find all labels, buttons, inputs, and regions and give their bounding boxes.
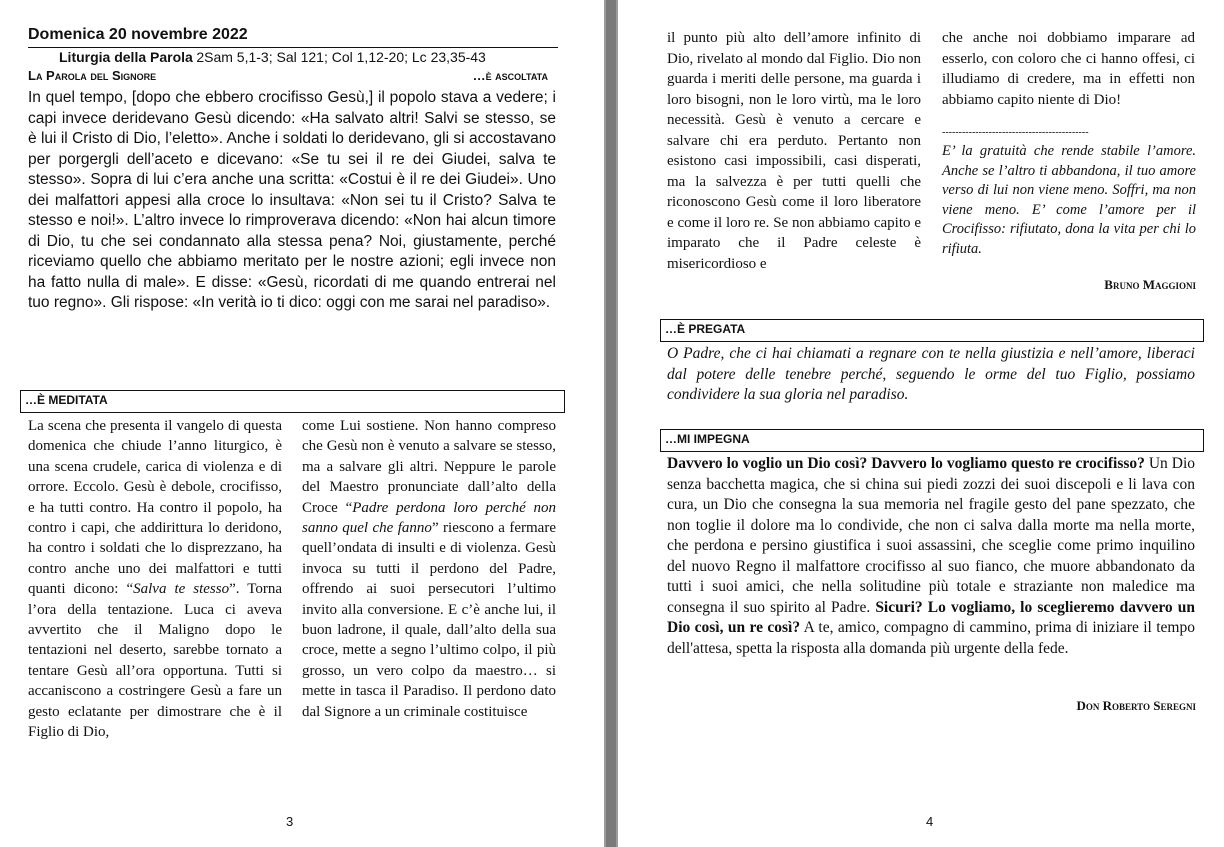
meditata-header — [20, 390, 565, 413]
gospel-text: In quel tempo, [dopo che ebbero crocifisso Gesù,] il popolo stava a vedere; i capi invece deridevano Gesù dicendo: «Ha salvato altri! Salvi se stesso, se è lui il Cristo di Dio, l’eletto». Anche i soldati lo deridevano, gli si accostavano per porgergli dell’aceto e dicevano: «Se tu sei il re dei Giudei, salva te stesso». Sopra di lui c’era anche una scritta: «Costui è il re dei Giudei». Uno dei malfattori appesi alla croce lo insultava: «Non sei tu il Cristo? Salva te stesso e noi!». L’altro invece lo rimproverava dicendo: «Non hai alcun timore di Dio, tu che sei condannato alla stessa pena? Noi, giustamente, perché riceviamo quello che abbiamo meritato per le nostre azioni; egli invece non ha fatto nulla di male». E disse: «Gesù, ricordati di me quando entrerai nel tuo regno». Gli rispose: «In verità io ti dico: oggi con me sarai nel paradiso». — [28, 89, 556, 311]
page-3 — [0, 0, 604, 847]
impegna-header — [660, 429, 1204, 452]
impegna-author: Don Roberto Seregni — [1076, 698, 1196, 713]
section-row — [28, 68, 548, 83]
liturgy-refs: 2Sam 5,1-3; Sal 121; Col 1,12-20; Lc 23,35-43 — [196, 49, 486, 65]
page-number-3: 3 — [286, 814, 294, 829]
impegna-bold-2: Sicuri? Lo vogliamo, lo sceglieremo davvero un Dio così, un re così? — [667, 598, 1196, 636]
meditata-col-1 — [28, 416, 282, 743]
section-title-ascoltata: …è ascoltata — [472, 68, 548, 83]
meditata-col1-text-a: La scena che presenta il vangelo di questa domenica che chiude l’anno liturgico, è una scena crudele, carica di violenza e di orrore. Eccolo. Gesù è debole, crocifisso, e ha tutti contro. Ha contro il popolo, ha contro i capi, che addirittura lo deridono, ha contro i soldati che lo disprezzano, ha contro anche uno dei malfattori e tutti quanti dicono: “ — [28, 418, 282, 598]
page-number-4: 4 — [926, 814, 934, 829]
liturgy-line — [28, 47, 558, 67]
section-title-parola: La Parola del Signore — [28, 68, 157, 83]
p4-col-1: il punto più alto dell’amore infinito di Dio, rivelato al mondo dal Figlio. Dio non guarda i meriti delle persone, ma guarda i loro bisogni, non le loro virtù, ma le loro necessità. Gesù è venuto a cercare e salvare chi era perduto. Pertanto non esistono casi impossibili, casi disperati, ma la salvezza è per tutti quelli che riconoscono Gesù come il loro liberatore e come il loro re. Se non abbiamo capito e imparato che il Padre celeste è misericordioso e — [667, 30, 921, 272]
impegna-text-2: A te, amico, compagno di cammino, prima di iniziare il tempo dell'attesa, spetta la risposta alla domanda più urgente della fede. — [667, 619, 1195, 657]
meditata-col2-quote: Padre perdona loro perché non sanno quel che fanno — [302, 499, 556, 537]
meditata-col2-text-a: come Lui sostiene. Non hanno compreso che Gesù non è venuto a salvare se stesso, ma a salvare gli altri. Neppure le parole del Maestro pronunciate dall’alto della Croce “ — [302, 418, 556, 516]
page-4 — [618, 0, 1224, 847]
impegna-text — [667, 454, 1195, 659]
maggioni-quote: E’ la gratuità che rende stabile l’amore. Anche se l’altro ti abbandona, il tuo amore verso di lui non viene meno. Soffri, ma non viene meno. E’ come l’amore per il Crocifisso: rifiutato, dona la vita per chi lo rifiuta. — [942, 143, 1196, 257]
meditata-col-2 — [302, 416, 556, 722]
p4-col-2: che anche noi dobbiamo imparare ad esserlo, con coloro che ci hanno offesi, ci illudiamo di credere, ma in effetti non abbiamo capito niente di Dio! — [942, 30, 1195, 108]
pregata-header-label: …È PREGATA — [665, 322, 746, 336]
meditata-header-label: …È MEDITATA — [25, 393, 108, 407]
page-gutter — [604, 0, 618, 847]
quote-author: Bruno Maggioni — [1104, 277, 1196, 292]
date-title: Domenica 20 novembre 2022 — [28, 26, 248, 43]
impegna-bold-1: Davvero lo voglio un Dio così? Davvero lo vogliamo questo re crocifisso? — [667, 455, 1145, 472]
quote-divider: -------------------------------------------- — [942, 128, 1089, 138]
meditata-col1-quote: Salva te stesso — [133, 581, 230, 598]
meditata-col1-text-b: ”. Torna l’ora della tentazione. Luca ci aveva avvertito che il Maligno dopo le tentazioni nel deserto, sarebbe tornato a tentare Gesù all’ora opportuna. Tutti si accaniscono a costringere Gesù a fare un gesto eclatante per dimostrare che è il Figlio di Dio, — [28, 581, 282, 741]
meditata-col2-text-b: ” riescono a fermare quell’ondata di insulti e di violenza. Gesù invoca su tutti il perdono del Padre, offrendo ai suoi persecutori l’ultimo invito alla conversione. E c’è anche lui, il buon ladrone, il quale, dall’alto della sua croce, mette a segno l’ultimo colpo, il più grosso, un vero colpo da maestro… si mette in tasca il Paradiso. Il perdono dato dal Signore a un criminale costituisce — [302, 520, 556, 720]
liturgy-label: Liturgia della Parola — [59, 49, 193, 65]
pregata-header — [660, 319, 1204, 342]
impegna-text-1: Un Dio senza bacchetta magica, che si china sui piedi zozzi dei suoi discepoli e li lava con cura, un Dio che consegna la sua memoria nel fragile gesto del pane spezzato, che non toglie il dolore ma lo condivide, che non ci salva dalla morte ma nella morte, che perdona e persino giustifica i suoi assassini, che sceglie come primo inquilino del nuovo Regno il malfattore crocifisso al suo fianco, che muore abbandonato da tutti i suoi amici, che nella solitudine più totale e straziante non maledice ma consegna il suo spirito al Padre. — [667, 455, 1196, 616]
impegna-header-label: …MI IMPEGNA — [665, 432, 750, 446]
prayer-text: O Padre, che ci hai chiamati a regnare con te nella giustizia e nell’amore, liberaci dal potere delle tenebre perché, seguendo le orme del tuo Figlio, possiamo condividere la sua gloria nel paradiso. — [667, 345, 1195, 403]
